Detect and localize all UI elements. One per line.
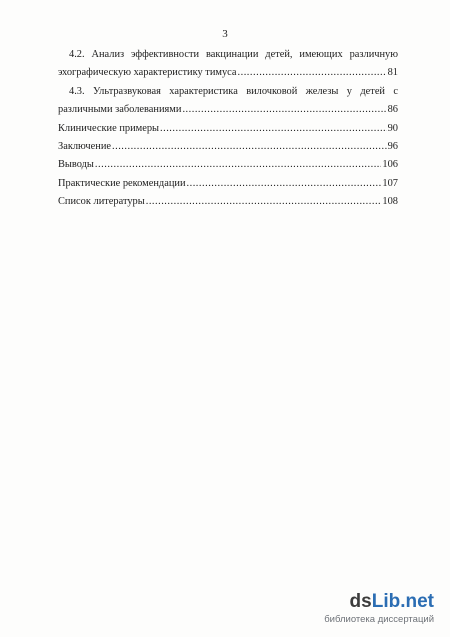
toc-entry-title: Заключение — [58, 141, 111, 153]
toc-page-number: 81 — [387, 67, 398, 79]
dot-leader — [187, 175, 382, 193]
toc-entry-clinical-examples[interactable] — [58, 120, 398, 138]
dot-leader — [182, 101, 386, 119]
toc-page-number: 108 — [382, 196, 398, 208]
dot-leader — [160, 120, 387, 138]
toc-entry-4-3[interactable] — [58, 83, 398, 120]
toc-entry-title: Клинические примеры — [58, 122, 160, 134]
toc-page-number: 106 — [382, 159, 398, 171]
logo-prefix: ds — [349, 591, 372, 612]
toc-entry-title: 4.2. Анализ эффективности вакцинации детей, имеющих различную — [69, 49, 398, 60]
dslib-logo — [350, 591, 434, 613]
dot-leader — [112, 138, 387, 156]
toc-entry-title-cont: различными заболеваниями — [58, 104, 182, 116]
toc-page-number: 86 — [387, 104, 398, 116]
toc-entry-recommendations[interactable] — [58, 175, 398, 193]
dot-leader — [238, 64, 387, 82]
toc-entry-4-2[interactable] — [58, 46, 398, 83]
toc-entry-title: Практические рекомендации — [58, 177, 186, 189]
logo-main: Lib — [371, 591, 401, 612]
dot-leader — [95, 156, 381, 174]
toc-page-number: 107 — [382, 177, 398, 189]
toc-entry-references[interactable] — [58, 193, 398, 211]
dslib-tagline: библиотека диссертаций — [324, 614, 434, 625]
logo-dot: . — [400, 591, 406, 612]
dot-leader — [146, 193, 382, 211]
toc-entry-title: Выводы — [58, 159, 94, 171]
page-number: 3 — [222, 28, 228, 40]
toc-entry-conclusion[interactable] — [58, 138, 398, 156]
toc-page-number: 96 — [387, 141, 398, 153]
toc-entry-title: 4.3. Ультразвуковая характеристика вилочковой железы у детей с — [69, 85, 398, 97]
table-of-contents — [58, 46, 398, 212]
toc-entry-title: Список литературы — [58, 196, 145, 208]
dslib-watermark[interactable] — [282, 591, 442, 629]
toc-page-number: 90 — [387, 122, 398, 134]
toc-entry-title-cont: эхографическую характеристику тимуса — [58, 67, 237, 79]
toc-entry-findings[interactable] — [58, 156, 398, 174]
logo-suffix: net — [405, 591, 434, 612]
